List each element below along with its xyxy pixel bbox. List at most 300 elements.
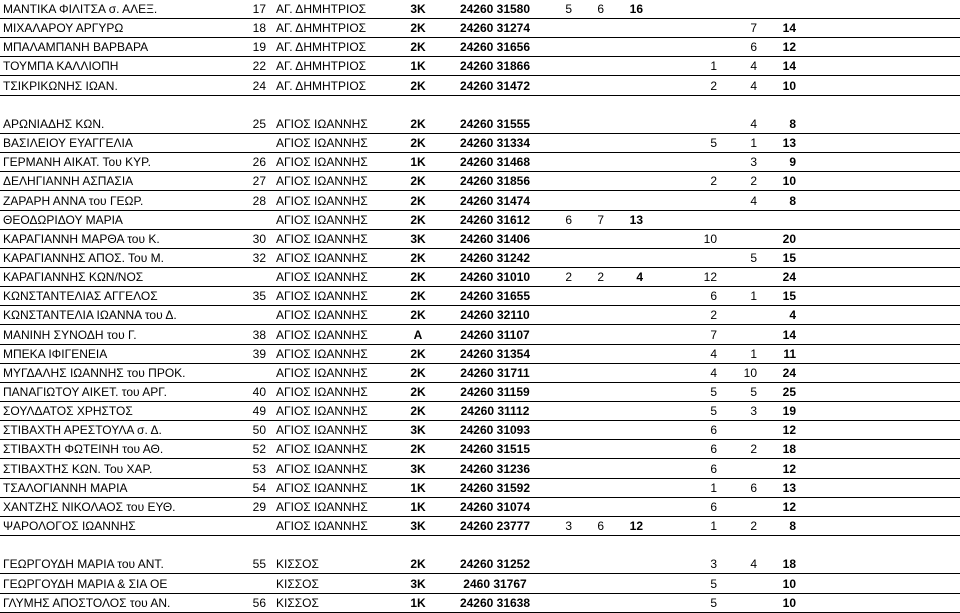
value-c-cell: [618, 192, 643, 211]
number-cell: 29: [252, 499, 266, 514]
phone-cell: 24260 31274: [459, 21, 531, 36]
name-cell: ΘΕΟΔΩΡΙΔΟΥ ΜΑΡΙΑ: [3, 212, 123, 227]
value-c-cell: [618, 345, 643, 364]
value-e-cell: [732, 306, 757, 325]
phone-cell: 24260 31093: [459, 423, 531, 438]
location-cell: ΑΓΙΟΣ ΙΩΑΝΝΗΣ: [276, 346, 368, 361]
value-b-cell: [592, 134, 604, 153]
phone-cell: 24260 31555: [459, 116, 531, 131]
value-b-cell: [592, 345, 604, 364]
total-cell: 10: [782, 174, 796, 189]
table-row: [0, 575, 960, 594]
location-cell: ΑΓΙΟΣ ΙΩΑΝΝΗΣ: [276, 193, 368, 208]
name-cell: ΜΙΧΑΛΑΡΟΥ ΑΡΓΥΡΩ: [3, 21, 124, 36]
total-cell: 10: [782, 78, 796, 93]
phone-cell: [440, 96, 550, 115]
number-cell: 40: [252, 385, 266, 399]
type-cell: 2Κ: [410, 308, 426, 323]
number-cell: 19: [252, 40, 266, 55]
value-d-cell: 7: [710, 327, 717, 342]
table-row: [0, 249, 960, 268]
value-a-cell: [560, 383, 572, 402]
value-b-cell: [592, 115, 604, 134]
location-cell: ΑΓΙΟΣ ΙΩΑΝΝΗΣ: [276, 174, 368, 189]
value-c-cell: [618, 364, 643, 383]
value-c-cell: 12: [629, 519, 643, 533]
value-d-cell: 5: [710, 136, 717, 150]
table-row: [0, 460, 960, 479]
value-b-cell: [592, 555, 604, 574]
type-cell: 2Κ: [410, 193, 426, 208]
value-b-cell: [592, 536, 604, 555]
table-row: [0, 555, 960, 574]
value-a-cell: 3: [565, 519, 572, 533]
total-cell: 9: [789, 155, 796, 170]
location-cell: ΑΓΙΟΣ ΙΩΑΝΝΗΣ: [276, 231, 368, 246]
total-cell: 19: [782, 404, 796, 419]
value-d-cell: 6: [710, 499, 717, 514]
total-cell: 14: [782, 327, 796, 342]
total-cell: 12: [782, 423, 796, 438]
location-cell: [276, 536, 386, 555]
number-cell: [244, 96, 266, 115]
value-e-cell: [732, 211, 757, 230]
value-e-cell: 1: [750, 346, 757, 361]
number-cell: 49: [252, 404, 266, 419]
phone-cell: 24260 31074: [459, 499, 531, 514]
location-cell: ΑΓΙΟΣ ΙΩΑΝΝΗΣ: [276, 499, 368, 514]
location-cell: ΑΓΙΟΣ ΙΩΑΝΝΗΣ: [276, 136, 368, 150]
location-cell: ΑΓΙΟΣ ΙΩΑΝΝΗΣ: [276, 116, 368, 131]
phone-cell: 24260 31592: [459, 480, 531, 495]
table-row: [0, 77, 960, 96]
total-cell: 4: [789, 308, 796, 323]
type-cell: 2Κ: [410, 557, 426, 572]
value-b-cell: [592, 287, 604, 306]
value-d-cell: 10: [703, 231, 717, 246]
table-row: [0, 287, 960, 306]
value-a-cell: [560, 460, 572, 479]
value-d-cell: 4: [710, 365, 717, 380]
value-e-cell: 10: [743, 365, 757, 380]
value-a-cell: [560, 440, 572, 459]
location-cell: ΑΓ. ΔΗΜΗΤΡΙΟΣ: [276, 40, 367, 55]
location-cell: ΚΙΣΣΟΣ: [276, 595, 319, 610]
number-cell: 50: [252, 423, 266, 438]
value-b-cell: [592, 172, 604, 191]
value-d-cell: 2: [710, 174, 717, 189]
value-c-cell: [618, 536, 643, 555]
phone-cell: 24260 31612: [459, 212, 531, 227]
value-a-cell: [560, 536, 572, 555]
name-cell: ΚΑΡΑΓΙΑΝΝΗ ΜΑΡΘΑ του Κ.: [3, 231, 160, 246]
number-cell: 25: [252, 116, 266, 131]
value-e-cell: 4: [750, 116, 757, 131]
name-cell: ΖΑΡΑΡΗ ΑΝΝΑ του ΓΕΩΡ.: [3, 193, 144, 208]
phone-cell: 24260 31252: [459, 557, 531, 572]
name-cell: ΨΑΡΟΛΟΓΟΣ ΙΩΑΝΝΗΣ: [3, 519, 136, 533]
value-a-cell: [560, 192, 572, 211]
name-cell: [3, 96, 243, 115]
value-e-cell: 7: [750, 21, 757, 36]
value-c-cell: [618, 172, 643, 191]
location-cell: ΑΓ. ΔΗΜΗΤΡΙΟΣ: [276, 21, 367, 36]
table-row: [0, 0, 960, 19]
total-cell: 12: [782, 499, 796, 514]
name-cell: ΠΑΝΑΓΙΩΤΟΥ ΑΙΚΕΤ. του ΑΡΓ.: [3, 385, 167, 399]
value-a-cell: [560, 498, 572, 517]
value-e-cell: 2: [750, 442, 757, 457]
value-e-cell: 4: [750, 59, 757, 74]
location-cell: ΑΓΙΟΣ ΙΩΑΝΝΗΣ: [276, 480, 368, 495]
name-cell: ΣΤΙΒΑΧΤΗΣ ΚΩΝ. Του ΧΑΡ.: [3, 461, 153, 476]
phone-cell: 24260 31334: [459, 136, 531, 150]
total-cell: [770, 0, 796, 19]
value-b-cell: [592, 383, 604, 402]
number-cell: 18: [252, 21, 266, 36]
number-cell: 30: [252, 231, 266, 246]
type-cell: Α: [413, 327, 423, 342]
value-e-cell: 3: [750, 155, 757, 170]
location-cell: ΑΓΙΟΣ ΙΩΑΝΝΗΣ: [276, 212, 368, 227]
phone-cell: 24260 31107: [460, 327, 530, 342]
value-c-cell: [618, 115, 643, 134]
value-e-cell: [732, 326, 757, 345]
total-cell: 15: [782, 289, 796, 304]
value-d-cell: 2: [710, 78, 717, 93]
name-cell: ΚΩΝΣΤΑΝΤΕΛΙΑ ΙΩΑΝΝΑ του Δ.: [3, 308, 177, 323]
value-b-cell: 7: [597, 212, 604, 227]
value-b-cell: [592, 594, 604, 613]
name-cell: ΓΕΩΡΓΟΥΔΗ ΜΑΡΙΑ του ΑΝΤ.: [3, 557, 164, 572]
total-cell: 24: [782, 270, 796, 285]
value-a-cell: [560, 153, 572, 172]
value-a-cell: [560, 594, 572, 613]
phone-cell: 24260 31010: [459, 270, 531, 285]
number-cell: 55: [252, 557, 266, 572]
number-cell: 22: [252, 59, 266, 74]
value-b-cell: [592, 498, 604, 517]
value-e-cell: [732, 594, 757, 613]
value-e-cell: 4: [750, 193, 757, 208]
total-cell: 8: [789, 193, 796, 208]
type-cell: 3Κ: [410, 519, 426, 533]
value-b-cell: [592, 479, 604, 498]
table-row: [0, 479, 960, 498]
phone-cell: 24260 31655: [459, 289, 531, 304]
value-e-cell: [732, 230, 757, 249]
value-e-cell: [732, 268, 757, 287]
value-a-cell: [560, 479, 572, 498]
location-cell: ΑΓΙΟΣ ΙΩΑΝΝΗΣ: [276, 270, 368, 285]
value-a-cell: [560, 96, 572, 115]
type-cell: [398, 96, 438, 115]
name-cell: ΣΤΙΒΑΧΤΗ ΦΩΤΕΙΝΗ του ΑΘ.: [3, 442, 164, 457]
value-b-cell: [592, 96, 604, 115]
phone-cell: 24260 23777: [459, 519, 531, 533]
phone-cell: 24260 31866: [459, 59, 531, 74]
number-cell: 52: [252, 442, 266, 457]
value-b-cell: [592, 421, 604, 440]
location-cell: ΚΙΣΣΟΣ: [276, 576, 319, 591]
phone-cell: 2460 31767: [463, 576, 527, 591]
name-cell: ΜΠΕΚΑ ΙΦΙΓΕΝΕΙΑ: [3, 346, 108, 361]
value-e-cell: 2: [750, 174, 757, 189]
location-cell: ΑΓΙΟΣ ΙΩΑΝΝΗΣ: [276, 155, 368, 170]
value-a-cell: 5: [565, 2, 572, 16]
total-cell: 12: [782, 40, 796, 55]
name-cell: ΚΑΡΑΓΙΑΝΝΗΣ ΚΩΝ/ΝΟΣ: [3, 270, 144, 285]
value-e-cell: 4: [750, 78, 757, 93]
value-d-cell: [695, 249, 717, 268]
value-e-cell: 5: [750, 250, 757, 265]
value-d-cell: 1: [710, 480, 717, 495]
total-cell: 18: [782, 557, 796, 572]
value-c-cell: [618, 402, 643, 421]
value-e-cell: [732, 536, 757, 555]
total-cell: 15: [782, 250, 796, 265]
name-cell: ΤΣΙΚΡΙΚΩΝΗΣ ΙΩΑΝ.: [3, 78, 118, 93]
value-e-cell: 6: [750, 40, 757, 55]
table-row: [0, 38, 960, 57]
name-cell: ΚΑΡΑΓΙΑΝΝΗΣ ΑΠΟΣ. Του Μ.: [3, 250, 164, 265]
total-cell: 8: [789, 116, 796, 131]
value-d-cell: 6: [710, 461, 717, 476]
table-row: [0, 402, 960, 421]
phone-cell: 24260 31515: [459, 442, 531, 457]
value-d-cell: [695, 0, 717, 19]
table-row: [0, 421, 960, 440]
value-a-cell: [560, 287, 572, 306]
number-cell: [244, 536, 266, 555]
total-cell: 13: [782, 136, 796, 150]
value-b-cell: 2: [597, 270, 604, 285]
value-c-cell: [618, 306, 643, 325]
value-d-cell: 6: [710, 442, 717, 457]
number-cell: [244, 268, 266, 287]
value-c-cell: 4: [636, 270, 643, 285]
name-cell: ΜΑΝΤΙΚΑ ΦΙΛΙΤΣΑ σ. ΑΛΕΞ.: [3, 2, 158, 16]
value-d-cell: 1: [710, 59, 717, 74]
number-cell: 24: [252, 78, 266, 93]
value-e-cell: [732, 460, 757, 479]
location-cell: ΑΓΙΟΣ ΙΩΑΝΝΗΣ: [276, 250, 368, 265]
table-row: [0, 498, 960, 517]
value-a-cell: [560, 134, 572, 153]
phone-cell: 24260 31468: [459, 155, 531, 170]
value-c-cell: [618, 134, 643, 153]
type-cell: 2Κ: [410, 21, 426, 36]
value-b-cell: [592, 38, 604, 57]
value-c-cell: [618, 460, 643, 479]
number-cell: [244, 211, 266, 230]
value-b-cell: [592, 364, 604, 383]
value-b-cell: [592, 326, 604, 345]
phone-cell: [440, 536, 550, 555]
name-cell: ΧΑΝΤΖΗΣ ΝΙΚΟΛΑΟΣ του ΕΥΘ.: [3, 499, 176, 514]
value-a-cell: [560, 306, 572, 325]
value-a-cell: [560, 345, 572, 364]
value-c-cell: [618, 287, 643, 306]
total-cell: 20: [782, 231, 796, 246]
phone-cell: 24260 31656: [459, 40, 531, 55]
value-c-cell: [618, 38, 643, 57]
blank-row: [0, 536, 960, 555]
type-cell: 2Κ: [410, 116, 426, 131]
value-b-cell: [592, 57, 604, 76]
number-cell: [244, 134, 266, 153]
value-c-cell: [618, 440, 643, 459]
name-cell: ΚΩΝΣΤΑΝΤΕΛΙΑΣ ΑΓΓΕΛΟΣ: [3, 289, 158, 304]
phone-cell: 24260 31711: [460, 365, 530, 380]
table-row: [0, 115, 960, 134]
number-cell: 26: [252, 155, 266, 170]
location-cell: ΑΓΙΟΣ ΙΩΑΝΝΗΣ: [276, 404, 368, 419]
value-d-cell: 12: [703, 270, 717, 285]
value-c-cell: [618, 383, 643, 402]
value-b-cell: [592, 460, 604, 479]
type-cell: 2Κ: [410, 174, 426, 189]
value-d-cell: 5: [710, 595, 717, 610]
value-d-cell: [695, 211, 717, 230]
value-e-cell: [732, 0, 757, 19]
type-cell: 2Κ: [410, 136, 426, 150]
total-cell: [770, 536, 796, 555]
value-c-cell: [618, 77, 643, 96]
location-cell: ΑΓ. ΔΗΜΗΤΡΙΟΣ: [276, 2, 367, 16]
value-b-cell: [592, 440, 604, 459]
table-row: [0, 134, 960, 153]
number-cell: [244, 575, 266, 594]
number-cell: [244, 364, 266, 383]
type-cell: 1Κ: [410, 59, 426, 74]
value-e-cell: 2: [750, 519, 757, 533]
value-d-cell: [695, 38, 717, 57]
table-row: [0, 517, 960, 536]
name-cell: ΓΕΩΡΓΟΥΔΗ ΜΑΡΙΑ & ΣΙΑ ΟΕ: [3, 576, 168, 591]
table-row: [0, 153, 960, 172]
value-e-cell: [732, 498, 757, 517]
total-cell: 18: [782, 442, 796, 457]
type-cell: 2Κ: [410, 40, 426, 55]
name-cell: ΜΥΓΔΑΛΗΣ ΙΩΑΝΝΗΣ του ΠΡΟΚ.: [3, 365, 186, 380]
value-a-cell: [560, 575, 572, 594]
type-cell: 2Κ: [410, 442, 426, 457]
type-cell: 1Κ: [410, 480, 426, 495]
value-e-cell: 4: [750, 557, 757, 572]
name-cell: ΒΑΣΙΛΕΙΟΥ ΕΥΑΓΓΕΛΙΑ: [3, 136, 133, 150]
value-c-cell: [618, 421, 643, 440]
table-row: [0, 326, 960, 345]
value-d-cell: [695, 536, 717, 555]
table-row: [0, 440, 960, 459]
type-cell: 2Κ: [410, 346, 426, 361]
value-b-cell: [592, 153, 604, 172]
location-cell: ΑΓΙΟΣ ΙΩΑΝΝΗΣ: [276, 308, 368, 323]
number-cell: 54: [252, 480, 266, 495]
value-a-cell: [560, 38, 572, 57]
number-cell: 32: [252, 250, 266, 265]
value-c-cell: [618, 555, 643, 574]
table-row: [0, 364, 960, 383]
value-e-cell: 6: [750, 480, 757, 495]
value-d-cell: [695, 19, 717, 38]
value-b-cell: 6: [597, 519, 604, 533]
value-c-cell: [618, 498, 643, 517]
total-cell: 14: [782, 21, 796, 36]
phone-cell: 24260 31159: [460, 385, 530, 399]
value-a-cell: 2: [565, 270, 572, 285]
value-a-cell: [560, 57, 572, 76]
value-a-cell: [560, 555, 572, 574]
value-c-cell: [618, 57, 643, 76]
location-cell: ΑΓΙΟΣ ΙΩΑΝΝΗΣ: [276, 289, 368, 304]
value-c-cell: [618, 479, 643, 498]
table-row: [0, 192, 960, 211]
number-cell: 39: [252, 346, 266, 361]
value-a-cell: [560, 364, 572, 383]
location-cell: ΑΓΙΟΣ ΙΩΑΝΝΗΣ: [276, 442, 368, 457]
value-b-cell: 6: [597, 2, 604, 16]
number-cell: 53: [252, 461, 266, 476]
type-cell: 3Κ: [410, 231, 426, 246]
name-cell: ΤΣΑΛΟΓΙΑΝΝΗ ΜΑΡΙΑ: [3, 480, 128, 495]
location-cell: [276, 96, 386, 115]
value-d-cell: 3: [710, 557, 717, 572]
value-b-cell: [592, 306, 604, 325]
value-c-cell: [618, 594, 643, 613]
value-c-cell: [618, 19, 643, 38]
location-cell: ΚΙΣΣΟΣ: [276, 557, 319, 572]
total-cell: 10: [782, 576, 796, 591]
location-cell: ΑΓΙΟΣ ΙΩΑΝΝΗΣ: [276, 327, 368, 342]
name-cell: [3, 536, 243, 555]
phone-cell: 24260 31856: [459, 174, 531, 189]
table-row: [0, 383, 960, 402]
total-cell: [770, 96, 796, 115]
number-cell: 56: [252, 595, 266, 610]
type-cell: 3Κ: [410, 2, 426, 16]
value-a-cell: [560, 402, 572, 421]
name-cell: ΣΤΙΒΑΧΤΗ ΑΡΕΣΤΟΥΛΑ σ. Δ.: [3, 423, 162, 438]
value-a-cell: [560, 115, 572, 134]
value-e-cell: 3: [750, 404, 757, 419]
table-row: [0, 57, 960, 76]
phone-cell: 24260 31236: [459, 461, 531, 476]
number-cell: 28: [252, 193, 266, 208]
phone-cell: 24260 31474: [459, 193, 531, 208]
value-e-cell: 5: [750, 385, 757, 399]
type-cell: 2Κ: [410, 78, 426, 93]
value-d-cell: 6: [710, 423, 717, 438]
location-cell: ΑΓ. ΔΗΜΗΤΡΙΟΣ: [276, 78, 367, 93]
value-b-cell: [592, 249, 604, 268]
value-d-cell: [695, 153, 717, 172]
total-cell: 14: [782, 59, 796, 74]
phone-cell: 24260 31406: [459, 231, 531, 246]
value-e-cell: 1: [750, 136, 757, 150]
total-cell: 13: [782, 480, 796, 495]
phone-cell: 24260 31242: [459, 250, 531, 265]
table-row: [0, 172, 960, 191]
type-cell: 2Κ: [410, 270, 426, 285]
value-e-cell: [732, 421, 757, 440]
type-cell: 2Κ: [410, 365, 426, 380]
value-c-cell: [618, 326, 643, 345]
value-c-cell: [618, 153, 643, 172]
type-cell: 2Κ: [410, 212, 426, 227]
location-cell: ΑΓΙΟΣ ΙΩΑΝΝΗΣ: [276, 385, 368, 399]
